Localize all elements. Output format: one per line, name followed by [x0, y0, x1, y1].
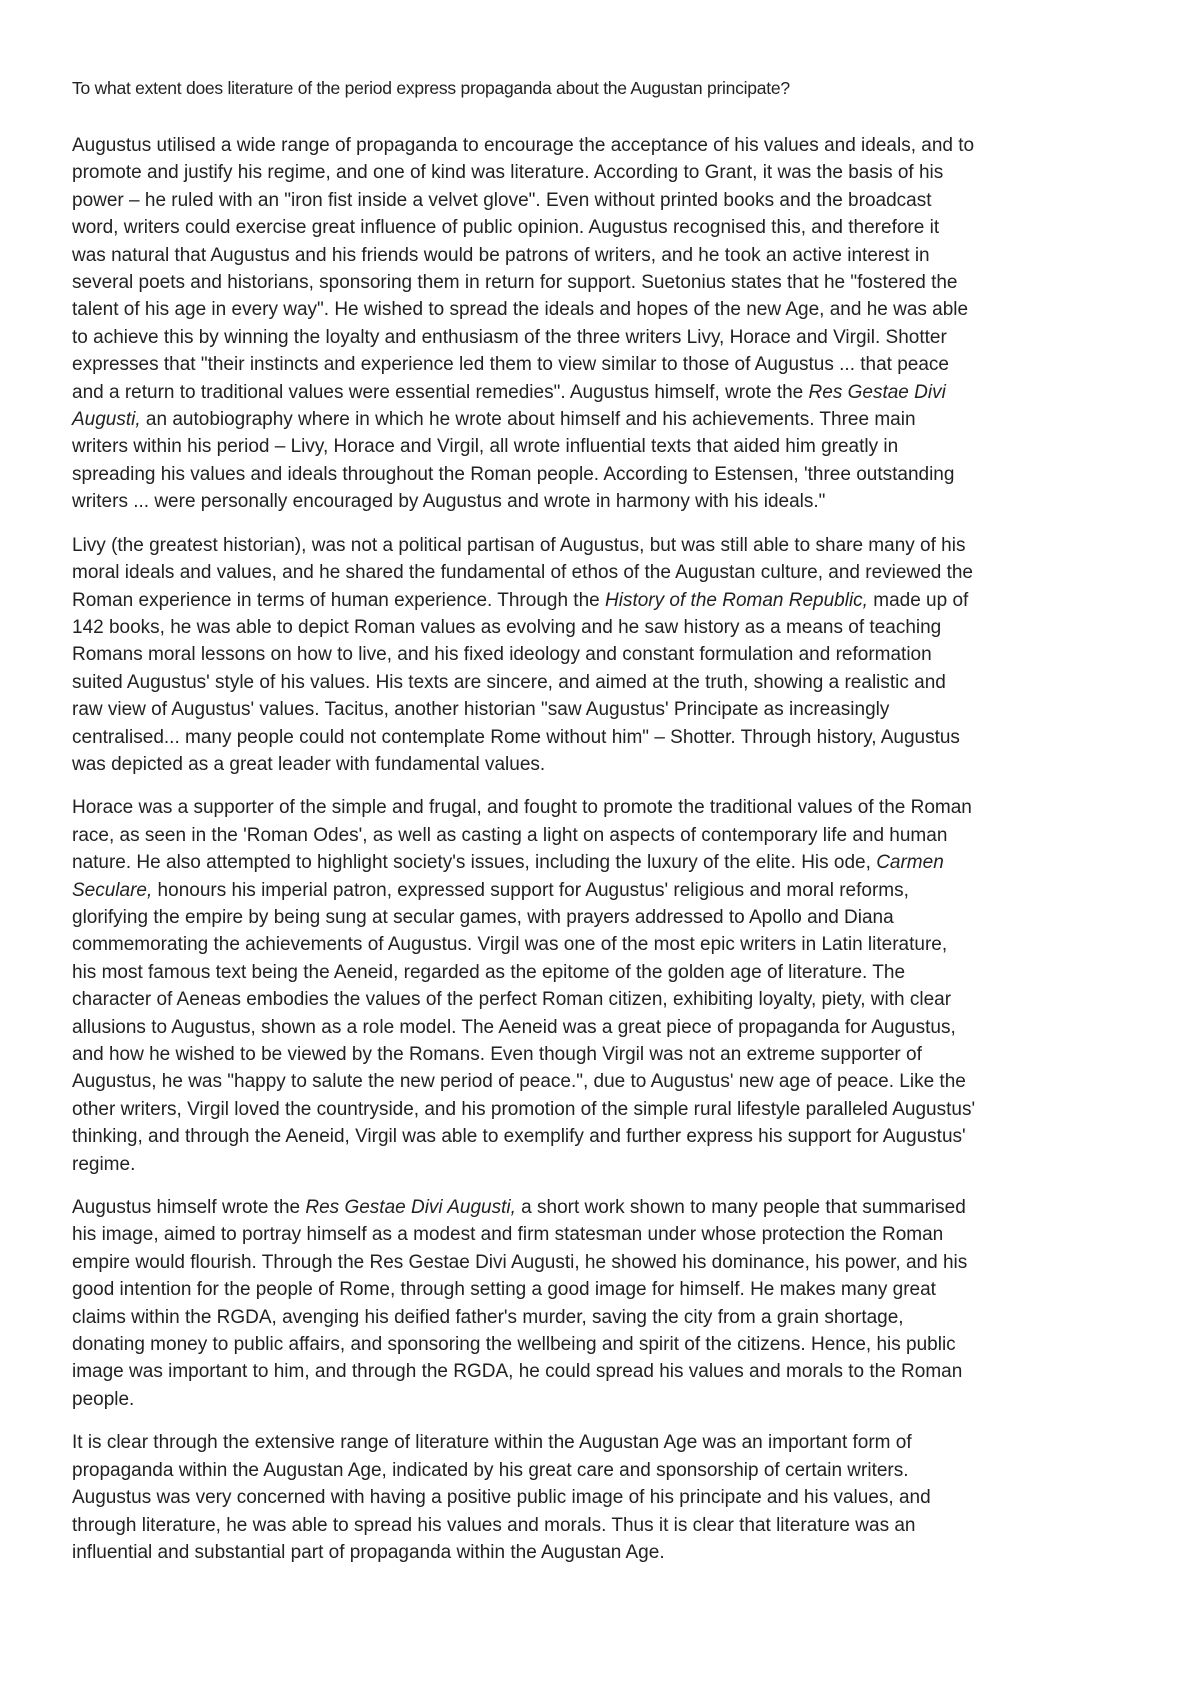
text-segment: his image, aimed to portray himself as a modest and firm statesman under whose protection the Roman	[72, 1224, 944, 1246]
text-segment: thinking, and through the Aeneid, Virgil was able to exemplify and further express his support for Augustus'	[72, 1126, 966, 1148]
text-line	[72, 1358, 1140, 1385]
paragraph	[72, 1429, 1140, 1566]
text-line	[72, 1249, 1140, 1276]
text-segment: was depicted as a great leader with fundamental values.	[72, 753, 546, 775]
text-line	[72, 1068, 1140, 1095]
paragraph	[72, 532, 1140, 779]
text-line	[72, 532, 1140, 559]
text-line	[72, 1457, 1140, 1484]
text-segment: commemorating the achievements of Augustus. Virgil was one of the most epic writers in Latin literature,	[72, 934, 948, 956]
text-segment: glorifying the empire by being sung at secular games, with prayers addressed to Apollo and Diana	[72, 906, 894, 928]
text-line	[72, 1194, 1140, 1221]
text-line	[72, 1539, 1140, 1566]
text-line	[72, 877, 1140, 904]
text-segment: propaganda within the Augustan Age, indicated by his great care and sponsorship of certain writers.	[72, 1459, 909, 1481]
text-line	[72, 669, 1140, 696]
italic-title: Res Gestae Divi Augusti,	[305, 1197, 516, 1219]
text-segment: word, writers could exercise great influence of public opinion. Augustus recognised this, and therefore it	[72, 217, 940, 239]
italic-title: Seculare,	[72, 879, 153, 901]
text-segment: raw view of Augustus' values. Tacitus, another historian "saw Augustus' Principate as increasingly	[72, 699, 890, 721]
text-line	[72, 159, 1140, 186]
text-segment: claims within the RGDA, avenging his deified father's murder, saving the city from a grain shortage,	[72, 1306, 904, 1328]
text-line	[72, 1304, 1140, 1331]
text-segment: It is clear through the extensive range of literature within the Augustan Age was an important form of	[72, 1432, 912, 1454]
text-line	[72, 1484, 1140, 1511]
italic-title: Carmen	[876, 852, 944, 874]
text-segment: moral ideals and values, and he shared the fundamental of ethos of the Augustan culture, and reviewed the	[72, 562, 973, 584]
italic-title: Augusti,	[72, 409, 141, 431]
text-line	[72, 904, 1140, 931]
text-line	[72, 351, 1140, 378]
text-segment: centralised... many people could not contemplate Rome without him" – Shotter. Through history, Augustus	[72, 726, 960, 748]
text-line	[72, 242, 1140, 269]
text-segment: good intention for the people of Rome, through setting a good image for himself. He makes many great	[72, 1279, 936, 1301]
text-segment: image was important to him, and through the RGDA, he could spread his values and morals to the Roman	[72, 1361, 963, 1383]
text-segment: suited Augustus' style of his values. His texts are sincere, and aimed at the truth, showing a realistic and	[72, 671, 946, 693]
paragraph	[72, 1194, 1140, 1413]
text-segment: empire would flourish. Through the Res Gestae Divi Augusti, he showed his dominance, his power, and his	[72, 1251, 968, 1273]
text-segment: race, as seen in the 'Roman Odes', as well as casting a light on aspects of contemporary life and human	[72, 824, 948, 846]
text-line	[72, 1331, 1140, 1358]
text-segment: other writers, Virgil loved the countryside, and his promotion of the simple rural lifestyle paralleled Augustus'	[72, 1098, 976, 1120]
text-segment: and how he wished to be viewed by the Romans. Even though Virgil was not an extreme supporter of	[72, 1044, 922, 1065]
text-line	[72, 1014, 1140, 1041]
paragraph	[72, 132, 1140, 516]
text-segment: through literature, he was able to spread his values and morals. Thus it is clear that literature was an	[72, 1514, 916, 1536]
text-line	[72, 559, 1140, 586]
text-segment: spreading his values and ideals throughout the Roman people. According to Estensen, 'three outstanding	[72, 463, 955, 485]
text-line	[72, 587, 1140, 614]
text-segment: Livy (the greatest historian), was not a political partisan of Augustus, but was still able to share many of his	[72, 534, 966, 556]
text-line	[72, 1221, 1140, 1248]
text-segment: writers ... were personally encouraged by Augustus and wrote in harmony with his ideals."	[72, 491, 826, 513]
text-line	[72, 986, 1140, 1013]
text-segment: expresses that "their instincts and experience led them to view similar to those of Augustus ... that peace	[72, 354, 949, 376]
text-segment: influential and substantial part of propaganda within the Augustan Age.	[72, 1541, 665, 1563]
text-segment: promote and justify his regime, and one of kind was literature. According to Grant, it was the basis of his	[72, 162, 944, 184]
italic-title: Res Gestae Divi	[808, 381, 946, 403]
text-line	[72, 724, 1140, 751]
text-segment: honours his imperial patron, expressed support for Augustus' religious and moral reforms,	[152, 879, 909, 901]
text-line	[72, 931, 1140, 958]
text-line	[72, 822, 1140, 849]
text-line	[72, 1429, 1140, 1456]
text-segment: donating money to public affairs, and sponsoring the wellbeing and spirit of the citizens. Hence, his public	[72, 1334, 956, 1356]
text-segment: Augustus was very concerned with having a positive public image of his principate and his values, and	[72, 1487, 931, 1509]
text-segment: Augustus utilised a wide range of propaganda to encourage the acceptance of his values and ideals, and to	[72, 135, 975, 156]
text-segment: an autobiography where in which he wrote about himself and his achievements. Three main	[140, 409, 916, 431]
text-line	[72, 1512, 1140, 1539]
text-segment: Roman experience in terms of human experience. Through the	[72, 589, 606, 611]
text-segment: 142 books, he was able to depict Roman values as evolving and he saw history as a means of teaching	[72, 616, 942, 638]
text-line	[72, 488, 1140, 515]
text-line	[72, 379, 1140, 406]
text-segment: allusions to Augustus, shown as a role model. The Aeneid was a great piece of propaganda for Augustus,	[72, 1016, 956, 1038]
text-line	[72, 214, 1140, 241]
text-line	[72, 132, 1140, 159]
text-line	[72, 1386, 1140, 1413]
text-line	[72, 461, 1140, 488]
text-segment: people.	[72, 1388, 135, 1410]
text-segment: several poets and historians, sponsoring them in return for support. Suetonius states that he "fostered the	[72, 272, 958, 294]
text-segment: power – he ruled with an "iron fist inside a velvet glove". Even without printed books and the broadcast	[72, 189, 932, 211]
text-line	[72, 433, 1140, 460]
text-line	[72, 641, 1140, 668]
text-line	[72, 614, 1140, 641]
document-page	[72, 76, 1140, 1582]
text-segment: and a return to traditional values were essential remedies". Augustus himself, wrote the	[72, 381, 809, 403]
text-line	[72, 1276, 1140, 1303]
text-line	[72, 296, 1140, 323]
text-line	[72, 269, 1140, 296]
text-line	[72, 849, 1140, 876]
italic-title: History of the Roman Republic,	[605, 589, 868, 611]
text-line	[72, 696, 1140, 723]
text-segment: was natural that Augustus and his friends would be patrons of writers, and he took an active interest in	[72, 244, 930, 266]
text-line	[72, 1041, 1140, 1068]
paragraph	[72, 794, 1140, 1178]
text-segment: Romans moral lessons on how to live, and his fixed ideology and constant formulation and reformation	[72, 644, 932, 666]
document-title: To what extent does literature of the period express propaganda about the Augustan principate?	[72, 78, 790, 98]
text-line	[72, 794, 1140, 821]
text-line	[72, 1096, 1140, 1123]
text-line	[72, 751, 1140, 778]
text-segment: nature. He also attempted to highlight society's issues, including the luxury of the elite. His ode,	[72, 852, 877, 874]
text-segment: regime.	[72, 1153, 136, 1175]
text-segment: a short work shown to many people that summarised	[515, 1197, 966, 1219]
document-body	[72, 132, 1140, 1566]
text-line	[72, 406, 1140, 433]
text-segment: Augustus, he was "happy to salute the new period of peace.", due to Augustus' new age of peace. Like the	[72, 1071, 966, 1093]
text-segment: talent of his age in every way". He wished to spread the ideals and hopes of the new Age, and he was able	[72, 299, 969, 321]
text-line	[72, 187, 1140, 214]
text-segment: Horace was a supporter of the simple and frugal, and fought to promote the traditional values of the Roman	[72, 797, 972, 819]
text-segment: his most famous text being the Aeneid, regarded as the epitome of the golden age of literature. The	[72, 961, 906, 983]
text-segment: Augustus himself wrote the	[72, 1197, 306, 1219]
text-segment: made up of	[867, 589, 969, 611]
text-line	[72, 324, 1140, 351]
text-line	[72, 1123, 1140, 1150]
text-segment: character of Aeneas embodies the values of the perfect Roman citizen, exhibiting loyalty, piety, with clear	[72, 989, 952, 1011]
text-line	[72, 959, 1140, 986]
text-segment: to achieve this by winning the loyalty and enthusiasm of the three writers Livy, Horace and Virgil. Shotter	[72, 326, 947, 348]
text-segment: writers within his period – Livy, Horace and Virgil, all wrote influential texts that aided him greatly in	[72, 436, 899, 458]
text-line	[72, 1151, 1140, 1178]
